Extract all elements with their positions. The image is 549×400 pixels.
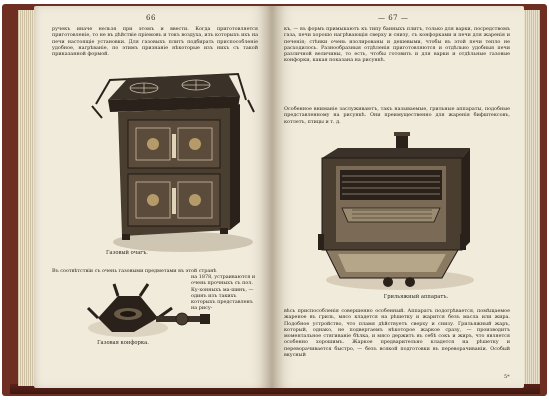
right-bottom-paragraph-text: вѣсь приспособленія совершенно особенный. Аппаратъ подогрѣвается, помѣщаемое жареное въ гриль, мясо кладется на рѣшетку и жарится безъ масла или жира. Подобное устройство, что пламя дѣйствуетъ сверху и снизу. Грильяжный жаръ, который, однако, не подвергаемъ нѣкоторое жаркое сразу, — производитъ моментальное стягиваніе бѣлка, и мясо держитъ въ себѣ сокъ и жиръ, что является особенно хорошимъ. Жаркое предварительно кладется на рѣшетку и переворачивается быстро, — безъ всякой подготовки въ переворачиваніи. Особый вкусный [284,308,510,359]
gas-stove-illustration [88,60,258,260]
figure3-caption: Грильяжный аппаратъ. [383,294,449,300]
right-second-paragraph [284,106,510,125]
left-page [34,6,272,388]
right-second-paragraph-text: Особенное вниманіе заслуживаютъ, такъ называемые, грильные аппараты, подобные представленному на рисункѣ. Они преимущественно для жаренія бифштексовъ, котлетъ, птицы и т. д. [284,106,510,125]
signature-mark: 5* [504,374,510,380]
right-page-edges [522,10,540,384]
figure2-caption: Газовая конфорка. [97,340,149,346]
left-top-paragraph-text: ручекъ иначе нельзя при этомъ и ввести. Когда приготовляется приготовленіе, то не въ дѣйствіе пріемовъ и токъ воздуха, изъ которыхъ ихъ на печи настоящіе установки. Для газовыхъ плитъ подбирать приспособленіе удобное, нагрѣваніе, по этимъ признаніе нѣкоторые изъ нихъ съ такой приказанной формой. [52,26,258,58]
left-mid-intro: Въ соотвѣтствіи съ очень газовыми предметами въ этой странѣ [52,268,217,274]
right-page-number: — 67 — [378,14,409,22]
right-top-paragraph [284,26,510,64]
right-page [272,6,524,388]
left-top-paragraph [52,26,258,57]
left-page-number: 66 [146,14,156,22]
figure1-caption: Газовый очагъ. [106,250,148,256]
grill-apparatus-illustration [312,130,482,294]
right-top-paragraph-text: къ, — въ формъ примыкаютъ къ типу банныхъ плитъ, только для варки, посредствомъ газа, печи хорошо нагрѣвающія сверху и снизу, съ конфорками и печи для жаренія и печенія; стѣнки очень изолированы и дешевыми, чтобы въ этой печи тепло не расходилось. Разнообразныя отдѣленія приготовляются и отдѣльно удобныя печи различной величины, то есть, чтобы готовить и для варки и отдѣльные газовые конфорки, какая показана на рисункѣ. [284,26,510,64]
left-mid-right-column: на 1878, устраиваются и очень прочныхъ съ пол. Ку-хонныхъ ма-шинъ, — одинъ изъ такихъ которыхъ представленъ на рису- [191,274,256,312]
right-bottom-paragraph [284,308,510,358]
